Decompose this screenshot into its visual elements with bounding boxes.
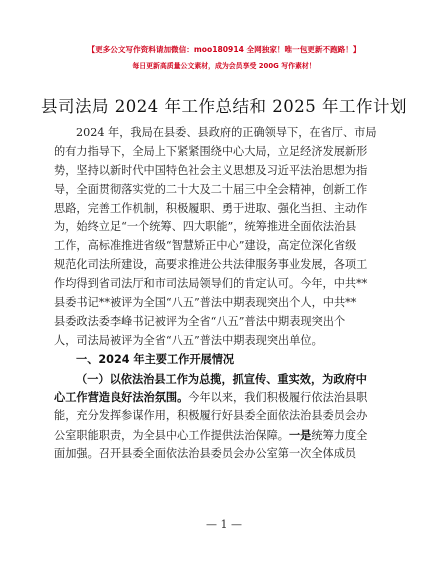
document-title: 县司法局 2024 年工作总结和 2025 年工作计划 (41, 97, 407, 116)
body-line: 面加强。召开县委全面依法治县委员会办公室第一次全体成员 (54, 447, 357, 461)
body-line: 县委书记**被评为全国“八五”普法中期表现突出个人，中共** (54, 296, 357, 310)
mixed-line (54, 388, 397, 407)
body-line: 2024 年，我局在县委、县政府的正确领导下，在省厅、市局 (76, 126, 377, 139)
promo-line-1: 【更多公文写作资料请加微信：moo180914 全网独家！唯一包更新不跑路！】 (87, 45, 361, 54)
page-number: — 1 — (206, 518, 242, 531)
body-line: 县委政法委李峰书记被评为全省“八五”普法中期表现突出个 (54, 314, 346, 328)
section-heading: 一、2024 年主要工作开展情况 (76, 352, 235, 366)
body-text: 统筹力度全 (311, 429, 368, 443)
mixed-line (54, 426, 397, 445)
body-text: 今年以来，我们积极履行依法治县职 (188, 391, 368, 405)
body-line: 思路，完善工作机制，积极履职、勇于进取、强化当担、主动作 (54, 201, 368, 215)
body-line: 为，始终立足“一个统筹、四大职能”，统筹推进全面依法治县 (54, 220, 357, 234)
point-marker: 一是 (288, 428, 312, 443)
body-line: 工作，高标准推进省级“智慧矫正中心”建设，高定位深化省级 (54, 239, 357, 253)
promo-line-2: 每日更新高质量公文素材，成为会员享受 200G 写作素材！ (132, 62, 316, 70)
body-line: 导，全面贯彻落实党的二十大及二十届三中全会精神，创新工作 (54, 182, 368, 196)
body-line: 势，坚持以新时代中国特色社会主义思想及习近平法治思想为指 (54, 163, 368, 177)
subheading-tail: 心工作营造良好法治氛围。 (54, 390, 189, 405)
body-line: 能，充分发挥参谋作用，积极履行好县委全面依法治县委员会办 (54, 409, 368, 423)
body-line: 人，司法局被评为全省“八五”普法中期表现突出单位。 (54, 333, 323, 347)
body-line: 作均得到省司法厅和市司法局领导们的肯定认可。今年，中共** (54, 277, 368, 291)
subheading-line: （一）以依法治县工作为总揽，抓宣传、重实效，为政府中 (76, 371, 367, 386)
body-text: 公室职能职责，为全县中心工作提供法治保障。 (54, 429, 289, 443)
body-line: 的有力指导下，全局上下紧紧围绕中心大局，立足经济发展新形 (54, 144, 368, 158)
body-line: 规范化司法所建设，高要求推进公共法律服务事业发展，各项工 (54, 258, 368, 272)
document-body (54, 124, 397, 464)
